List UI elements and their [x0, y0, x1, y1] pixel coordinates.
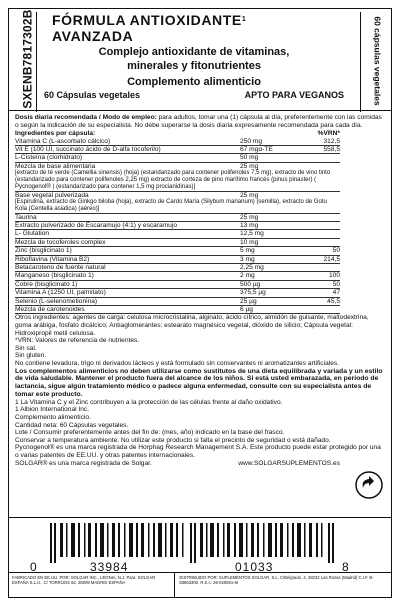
solgar-trademark-row	[15, 460, 340, 468]
ingredient-row: L- Glutation 12,5 mg	[15, 230, 340, 238]
salt-free: Sin sal.	[15, 344, 37, 352]
header-divider	[8, 110, 392, 111]
website-text: www.SOLGARSUPLEMENTOS.es	[238, 459, 340, 467]
barcode-digit-first: 0	[30, 560, 38, 574]
footer	[8, 572, 392, 598]
ingredients-table	[15, 130, 340, 314]
ingredient-row: Mezcla de carotenoides 6 µg	[15, 306, 340, 314]
ingredient-row: Cobre (bisglicinato 1) 500 µg 50	[15, 280, 340, 288]
side-product-code	[10, 9, 37, 112]
ingredient-row: Mezcla de base alimentaria 25 mg	[15, 162, 259, 170]
warning-text: Los complementos alimenticios no deben utilizarse como sustitutos de una dieta equilibrada y variada y un estilo de vida saludable. Mantener el producto fuera del alcance de los niños. Si está usted embarazada, en periodo de lactancia, sigue algún tratamiento médico o padece alguna enfermedad, consulte con su especialista antes de tomar este producto.	[15, 367, 383, 399]
footnote-1: 1 La Vitamina C y el Zinc contribuyen a la protección de las células frente al daño oxidativo.	[15, 398, 283, 406]
ingredient-row: Betacaroteno de fuente natural 2,25 mg	[15, 264, 340, 272]
ingredient-row: Zinc (bisglicinato 1) 5 mg 50	[15, 247, 340, 255]
vrn-note: *VRN: Valores de referencia de nutrientes.	[15, 337, 140, 345]
capsule-count: 60 Cápsulas vegetales	[44, 90, 141, 100]
barcode	[40, 523, 360, 563]
barcode-digits-left: 33984	[90, 560, 129, 574]
barcode-digits-right: 01033	[235, 560, 274, 574]
ingredient-row: Taurina 25 mg	[15, 213, 340, 221]
capsule-row	[44, 90, 344, 100]
header	[44, 12, 344, 100]
product-title-line2: AVANZADA	[52, 28, 134, 44]
vegan-badge: APTO PARA VEGANOS	[244, 90, 344, 100]
product-title: FÓRMULA ANTIOXIDANTE$^1$	[52, 12, 247, 28]
other-ingredients: Otros ingredientes: agentes de carga: celulosa microcristalina, alginato, ácido cítrico, almidón de guisante, maltodextrina, goma arábiga, fosfato dicálcico; Antiaglomerantes: estearato magnésico vegetal, dióxido de silicio; Cápsula vegetal: Hidroxipropil metil celulosa.	[15, 314, 369, 337]
manufacturer-info: FABRICADO EN EE.UU. POR: SOLGAR INC., LEONIA, N.J. Para: SOLGAR ESPAÑA S.L.U., C/ TORRIJOS 62, 28009 MADRID ESPAÑA	[8, 572, 175, 598]
ingredient-note: [Espirulina, extracto de Ginkgo biloba (hoja), extracto de Cardo María (Silybum marianum) (semilla), extracto de Gotu Kola (Centella asiatica) (aéreo)]	[15, 199, 340, 213]
ingredient-row: Selenio (L-selenometionina) 25 µg 45,5	[15, 297, 340, 305]
side-capsules-text: 60 cápsulas vegetales	[372, 16, 383, 106]
dose-paragraph: Dosis diaria recomendada / Modo de empleo: para adultos, tomar una (1) cápsula al día, preferentemente con las comidas o según la indicación de su especialista. No debe superarse la dosis diaria expresamente recomendada para cada día.	[15, 114, 382, 129]
ingredients-header: Ingredientes por cápsula: %VRN*	[15, 130, 340, 138]
distributor-info: DISTRIBUIDO POR: SUPLEMENTOS SOLGAR, S.L. C/Belgrado, 4, 28232 Las Rozas (Madrid) C.I.F. B-83663300. R.S.I.: 26-020591-M	[179, 575, 374, 585]
footnote-2: 1 Albion International Inc.	[15, 406, 90, 414]
label-body	[15, 114, 385, 467]
storage-text: Conservar a temperatura ambiente. No utilizar este producto si falta el precinto de seguridad o está dañado.	[15, 436, 331, 444]
product-code-text: SXENB7817302B	[20, 9, 35, 109]
barcode-divider	[8, 517, 392, 518]
ingredient-row: Mezcla de tocoferoles complex 10 mg	[15, 238, 340, 246]
lot-text: Lote / Consumir preferentemente antes del fin de: (mes, año) indicado en la base del frasco.	[15, 429, 285, 437]
gluten-free: Sin gluten.	[15, 352, 47, 360]
barcode-digit-last: 8	[342, 560, 350, 574]
ingredient-row: Extracto pulverizado de Escaramujo (4:1) y escaramujo 13 mg	[15, 222, 340, 230]
recycle-icon	[354, 470, 384, 500]
ingredient-row: Manganeso (bisglicinato 1) 2 mg 100	[15, 272, 340, 280]
ingredient-row: Base vegetal pulverizada 25 mg	[15, 191, 259, 199]
ingredient-row: Vitamina A (1250 UI, palmitato) 375,5 µg 47	[15, 289, 340, 297]
ingredient-row: Vit E (100 UI, succinato ácido de D-alfa tocoferilo) 67 mgα-TE 558,5	[15, 146, 340, 153]
free-from-statement: No contiene levadura, trigo ni derivados lácteos y está formulado sin conservantes ni aromatizantes artificiales.	[15, 360, 339, 368]
pycnogenol-trademark: Pycnogenol® es una marca registrada de Horphag Research Management S.A. Este producto puede estar protegido por una o varias patentes de EE.UU. y otras patentes internacionales.	[15, 444, 381, 459]
ingredient-row: Riboflavina (Vitamina B2) 3 mg 214,5	[15, 255, 340, 263]
ingredient-note: [extracto de té verde (Camellia sinensis) (hoja) (estandarizado para contener polifenoles 7,5 mg), extracto de vino tinto (estandarizado para contener polifenoles 2,25 mg) extracto de corteza de pino marítimo francés (pinus pinaster) ( Pycnogenol® ) (estandarizado para contener 1,5 mg procianidinas)]	[15, 170, 340, 191]
product-subtitle-1: Complejo antioxidante de vitaminas,	[98, 46, 290, 58]
solgar-trademark: SOLGAR® es una marca registrada de Solgar.	[15, 459, 152, 467]
net-quantity: Cantidad neta: 60 Cápsulas vegetales.	[15, 421, 129, 429]
ingredient-row: Vitamina C (L-ascorbato cálcico) 250 mg 312,5	[15, 137, 340, 145]
ingredient-row: L-Cisteína (clorhidrato) 50 mg	[15, 154, 340, 162]
product-subtitle-2: minerales y fitonutrientes	[127, 60, 261, 72]
complement-heading: Complemento alimenticio	[127, 76, 261, 88]
complement-text: Complemento alimenticio.	[15, 414, 91, 422]
